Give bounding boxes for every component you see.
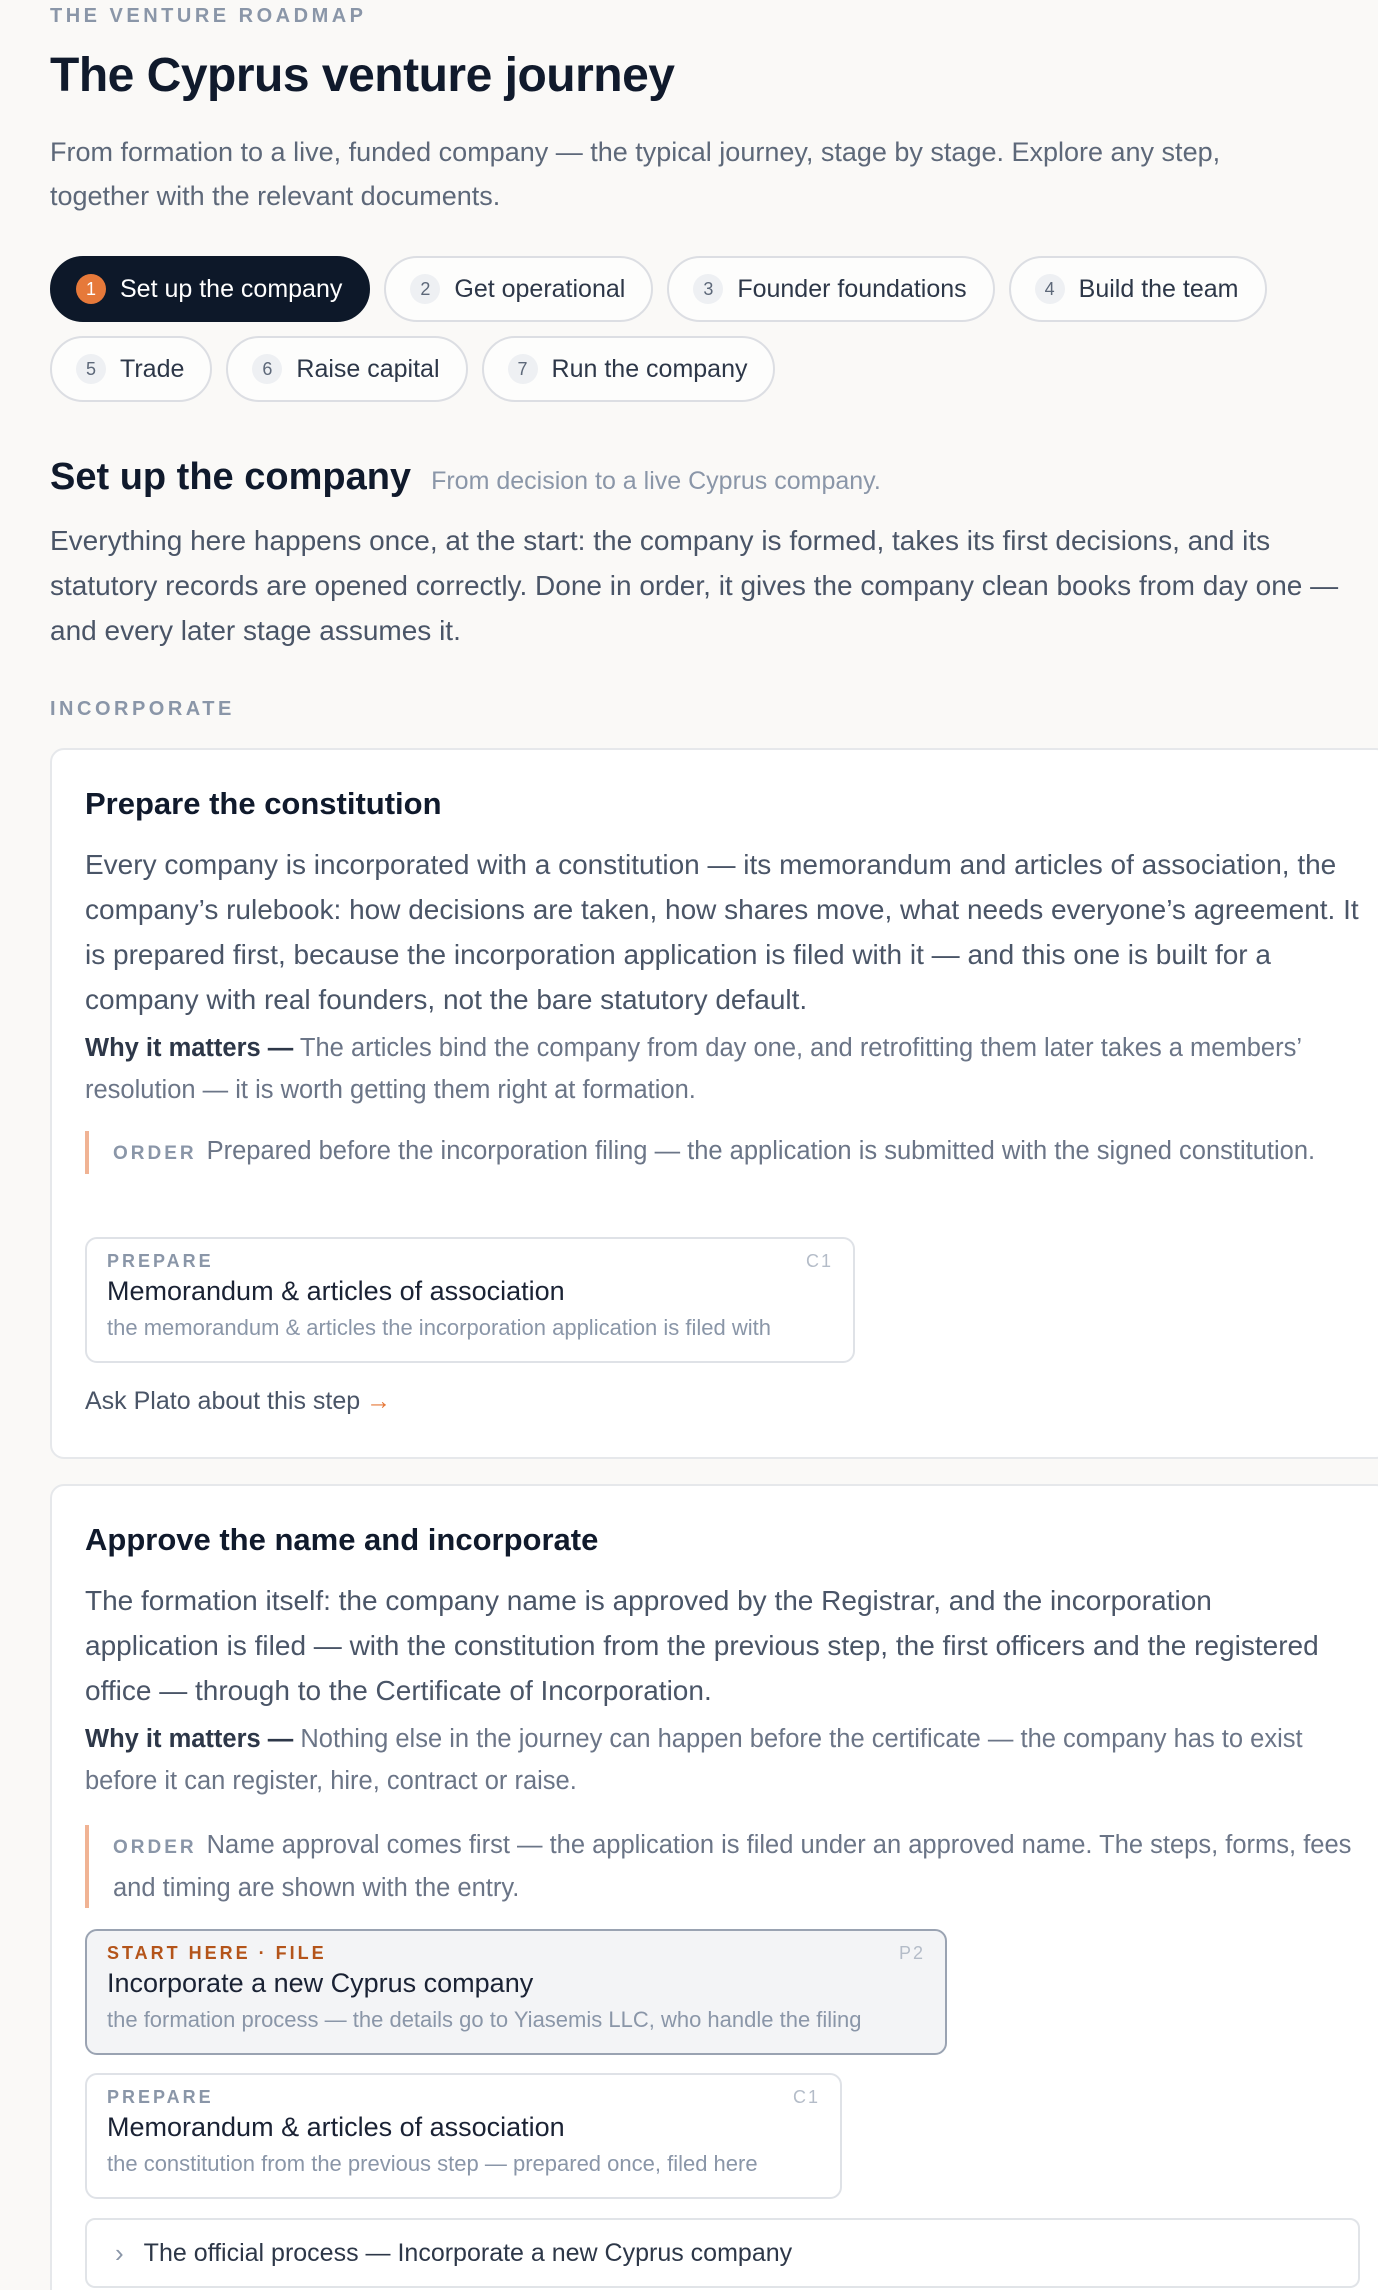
section-header xyxy=(50,456,881,499)
document-kind: PREPARE xyxy=(107,1251,214,1271)
step-why-wrap xyxy=(85,1718,1345,1802)
section-subtitle: From decision to a live Cyprus company. xyxy=(431,467,881,495)
document-card[interactable] xyxy=(85,1237,855,1363)
step-why xyxy=(85,1718,1345,1802)
page-intro: From formation to a live, funded company — the typical journey, stage by stage. Explore any step, together with the relevant documents. xyxy=(50,137,1221,211)
stage-label: Run the company xyxy=(551,354,748,383)
stage-label: Set up the company xyxy=(120,274,343,303)
stage-label: Raise capital xyxy=(296,354,440,383)
process-label: The official process — Incorporate a new Cyprus company xyxy=(143,2238,793,2267)
stage-label: Get operational xyxy=(454,274,626,303)
stage-row xyxy=(50,336,1350,402)
ask-plato-link[interactable] xyxy=(85,1387,391,1415)
step-order xyxy=(85,1825,1375,1908)
step-why xyxy=(85,1027,1345,1111)
step-title: Prepare the constitution xyxy=(85,786,442,821)
stage-row xyxy=(50,256,1350,322)
order-text: Name approval comes first — the application is filed under an approved name. The steps, forms, fees and timing are shown with the entry. xyxy=(113,1831,1352,1902)
stage-number: 5 xyxy=(76,354,106,384)
stage-label: Trade xyxy=(120,354,185,383)
stage-tab-get-operational[interactable] xyxy=(384,256,653,322)
document-subtitle: the formation process — the details go to Yiasemis LLC, who handle the filing xyxy=(107,2007,862,2032)
stage-selector xyxy=(50,256,1350,416)
section-title: Set up the company xyxy=(50,456,412,498)
document-kind: START HERE · FILE xyxy=(107,1943,327,1963)
order-tag: ORDER xyxy=(113,1143,197,1164)
stage-tab-build-the-team[interactable] xyxy=(1009,256,1267,322)
stage-number: 6 xyxy=(252,354,282,384)
document-card[interactable] xyxy=(85,2073,842,2199)
document-title: Incorporate a new Cyprus company xyxy=(107,1968,534,1998)
chevron-right-icon: › xyxy=(115,2237,124,2268)
step-title-wrap xyxy=(85,1522,1368,1558)
step-title-wrap xyxy=(85,786,1368,822)
arrow-right-icon: → xyxy=(366,1387,392,1415)
document-code: C1 xyxy=(792,2087,820,2107)
stage-number: 3 xyxy=(693,274,723,304)
page-eyebrow: THE VENTURE ROADMAP xyxy=(50,5,367,27)
order-tag: ORDER xyxy=(113,1837,197,1858)
stage-number: 7 xyxy=(508,354,538,384)
why-label: Why it matters — xyxy=(85,1034,294,1062)
ask-label: Ask Plato about this step xyxy=(85,1387,361,1415)
document-card-start-here[interactable] xyxy=(85,1929,947,2055)
step-body: The formation itself: the company name is approved by the Registrar, and the incorporation application is filed — with the constitution from the previous step, the first officers and the registered office — through to the Certificate of Incorporation. xyxy=(85,1585,1319,1706)
section-description: Everything here happens once, at the start: the company is formed, takes its first decisions, and its statutory records are opened correctly. Done in order, it gives the company clean books from day one — and every later stage assumes it. xyxy=(50,525,1339,646)
step-body-wrap xyxy=(85,1578,1345,1713)
why-label: Why it matters — xyxy=(85,1725,294,1753)
stage-tab-raise-capital[interactable] xyxy=(226,336,467,402)
stage-number: 4 xyxy=(1035,274,1065,304)
step-order-wrap xyxy=(85,1825,1375,1908)
step-order-wrap xyxy=(85,1131,1325,1174)
ask-link-wrap xyxy=(85,1387,1368,1416)
step-card-prepare-constitution xyxy=(50,748,1378,1459)
document-kind: PREPARE xyxy=(107,2087,214,2107)
stage-label: Founder foundations xyxy=(737,274,967,303)
stage-tab-run-the-company[interactable] xyxy=(482,336,776,402)
stage-label: Build the team xyxy=(1078,274,1239,303)
page-title: The Cyprus venture journey xyxy=(50,49,675,102)
stage-number: 2 xyxy=(410,274,440,304)
group-label: INCORPORATE xyxy=(50,698,235,720)
stage-tab-set-up-the-company[interactable] xyxy=(50,256,370,322)
step-why-wrap xyxy=(85,1027,1345,1111)
document-subtitle: the memorandum & articles the incorporation application is filed with xyxy=(107,1315,771,1340)
document-title: Memorandum & articles of association xyxy=(107,2112,565,2142)
step-body-wrap xyxy=(85,842,1375,1022)
document-code: P2 xyxy=(898,1943,925,1963)
order-text: Prepared before the incorporation filing — the application is submitted with the signed constitution. xyxy=(206,1137,1316,1165)
step-card-approve-name xyxy=(50,1484,1378,2290)
document-code: C1 xyxy=(805,1251,833,1271)
stage-tab-trade[interactable] xyxy=(50,336,212,402)
official-process-toggle[interactable] xyxy=(85,2218,1360,2288)
document-subtitle: the constitution from the previous step — prepared once, filed here xyxy=(107,2151,758,2176)
stage-number: 1 xyxy=(76,274,106,304)
why-text: The articles bind the company from day one, and retrofitting them later takes a members’ resolution — it is worth getting them right at formation. xyxy=(85,1034,1302,1104)
step-order xyxy=(85,1131,1325,1174)
document-title: Memorandum & articles of association xyxy=(107,1276,565,1306)
step-body: Every company is incorporated with a constitution — its memorandum and articles of association, the company’s rulebook: how decisions are taken, how shares move, what needs everyone’s agreement. It is prepared first, because the incorporation application is filed with it — and this one is built for a company with real founders, not the bare statutory default. xyxy=(85,849,1359,1015)
why-text: Nothing else in the journey can happen before the certificate — the company has to exist before it can register, hire, contract or raise. xyxy=(85,1725,1303,1795)
stage-tab-founder-foundations[interactable] xyxy=(667,256,994,322)
step-title: Approve the name and incorporate xyxy=(85,1522,599,1557)
